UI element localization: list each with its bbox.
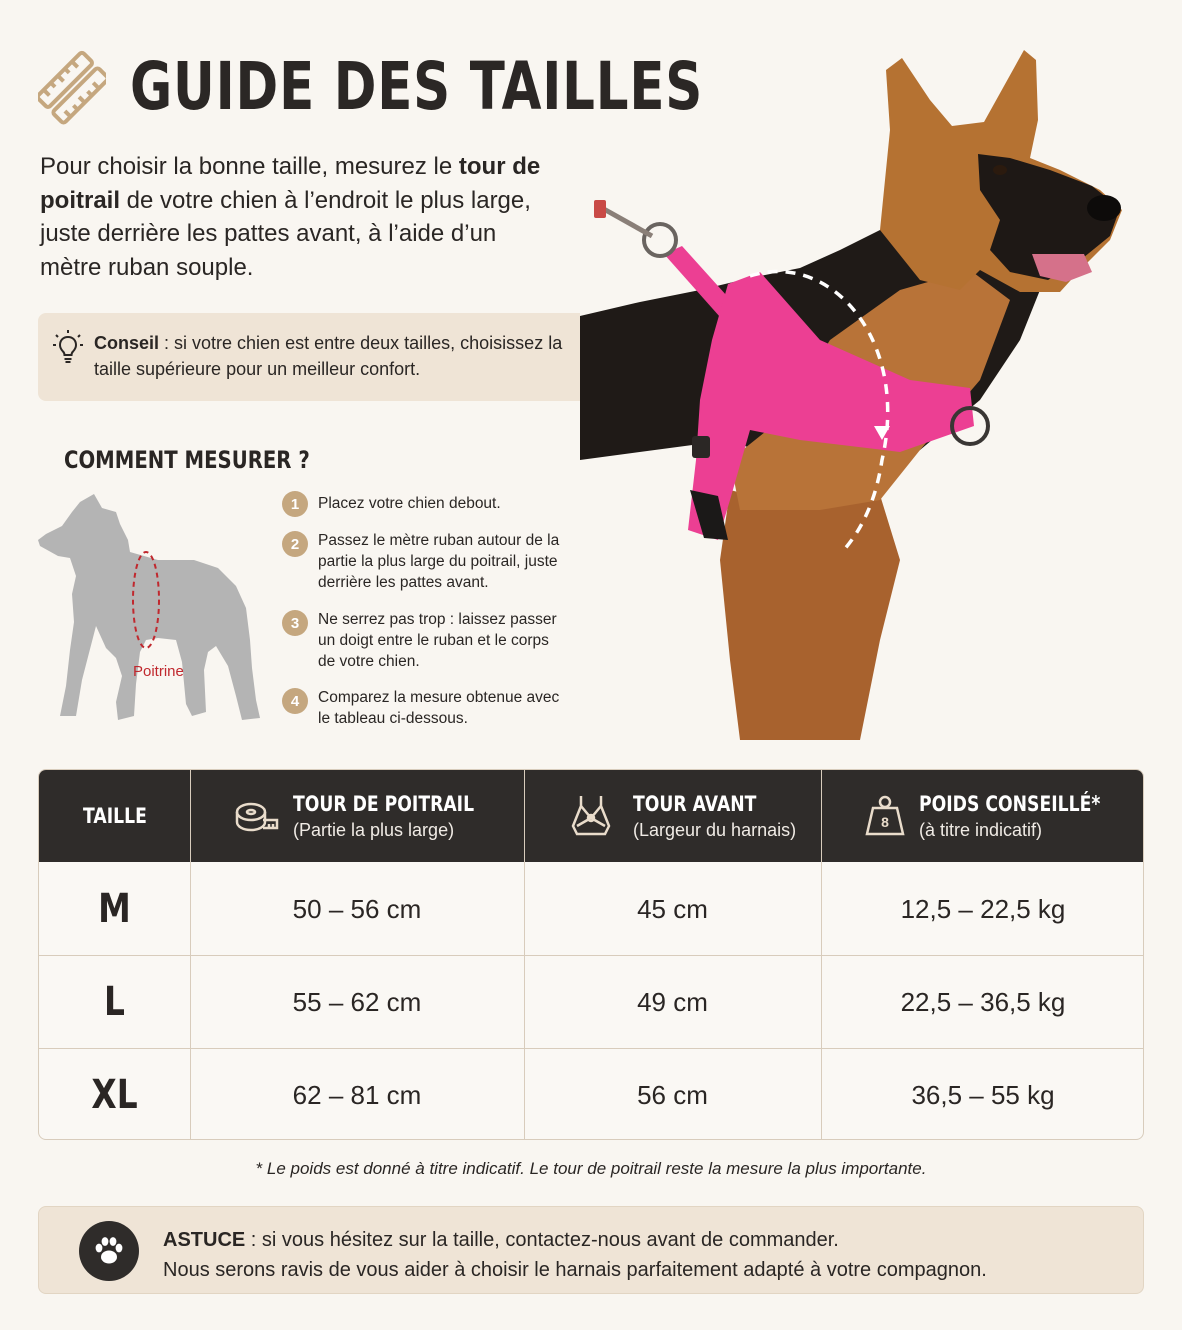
intro-emphasis: tour de poitrail [40, 153, 541, 214]
leash-ring [644, 224, 676, 256]
step-number: 2 [282, 531, 308, 557]
weight-cell: 12,5 – 22,5 kg [900, 893, 1066, 924]
step-number: 4 [282, 688, 308, 714]
step-number: 1 [282, 491, 308, 517]
lightbulb-icon [52, 329, 84, 369]
header-chest-label: TOUR DE POITRAIL [293, 791, 475, 816]
header-weight-label: POIDS CONSEILLÉ* [919, 791, 1101, 816]
intro-text [40, 150, 560, 284]
intro-part1: Pour choisir la bonne taille, mesurez le [40, 153, 459, 180]
diagram-label-poitrine: Poitrine [133, 663, 184, 680]
astuce-line-1 [163, 1225, 987, 1255]
header-weight-text [919, 792, 1140, 841]
how-to-title: COMMENT MESURER ? [64, 446, 310, 474]
page-title: GUIDE DES TAILLES [130, 48, 704, 125]
step-number: 3 [282, 610, 308, 636]
size-cell: XL [91, 1072, 138, 1118]
intro-part2: de votre chien à l’endroit le plus large, juste derrière les pattes avant, à l’aide d’un mètre ruban souple. [40, 186, 531, 281]
chest-cell: 62 – 81 cm [292, 1079, 422, 1110]
step-text: Comparez la mesure obtenue avec le tableau ci-dessous. [318, 689, 560, 727]
header-front-sub: (Largeur du harnais) [633, 819, 797, 840]
harness-logo-patch [692, 436, 710, 458]
dog-eye [993, 165, 1007, 175]
step-text: Passez le mètre ruban autour de la partie la plus large du poitrail, juste derrière les pattes avant. [318, 532, 560, 591]
step-text: Placez votre chien debout. [318, 495, 501, 512]
header-weight-sub: (à titre indicatif) [919, 819, 1043, 840]
footnote: * Le poids est donné à titre indicatif. Le tour de poitrail reste la mesure la plus importante. [255, 1159, 927, 1178]
step-2 [282, 530, 580, 593]
size-table [38, 769, 1144, 1140]
chest-cell: 55 – 62 cm [292, 986, 422, 1017]
header-taille-label: TAILLE [82, 804, 147, 828]
size-cell: M [98, 886, 131, 932]
astuce-line1-text: : si vous hésitez sur la taille, contactez-nous avant de commander. [245, 1229, 839, 1251]
chest-cell: 50 – 56 cm [292, 893, 422, 924]
header-front-text [633, 792, 796, 841]
paw-icon [79, 1221, 139, 1281]
tip-label: Conseil [94, 333, 160, 353]
astuce-text [163, 1225, 987, 1285]
paw-glyph [92, 1234, 126, 1268]
dog-legs [720, 490, 900, 740]
header-weight [861, 770, 1140, 862]
weight-icon [861, 792, 909, 840]
dog-silhouette-diagram [36, 490, 262, 726]
tape-measure-icon [233, 792, 281, 840]
header-front-label: TOUR AVANT [633, 791, 757, 816]
size-cell: L [104, 979, 125, 1025]
header-taille [39, 770, 190, 862]
astuce-label: ASTUCE [163, 1229, 246, 1251]
header-chest-text [293, 792, 514, 841]
step-3 [282, 609, 566, 672]
weight-cell: 22,5 – 36,5 kg [900, 986, 1066, 1017]
weight-cell: 36,5 – 55 kg [911, 1079, 1055, 1110]
tip-box [38, 313, 580, 401]
front-cell: 49 cm [637, 986, 708, 1017]
front-cell: 56 cm [637, 1079, 708, 1110]
dog-silhouette-shape [38, 494, 260, 720]
leash-clip [602, 208, 652, 236]
step-4 [282, 687, 568, 729]
header-chest-sub: (Partie la plus large) [293, 819, 455, 840]
header-chest [233, 770, 514, 862]
step-1 [282, 490, 568, 517]
dog-harness-photo [580, 40, 1140, 740]
harness-icon [567, 792, 615, 840]
leash-clip-tip [594, 200, 606, 218]
front-cell: 45 cm [637, 893, 708, 924]
tip-text: : si votre chien est entre deux tailles, choisissez la taille supérieure pour un meilleur confort. [94, 333, 563, 379]
astuce-line-2: Nous serons ravis de vous aider à choisir le harnais parfaitement adapté à votre compagnon. [163, 1259, 987, 1281]
astuce-box [38, 1206, 1144, 1294]
header-front [567, 770, 796, 862]
step-text: Ne serrez pas trop : laissez passer un doigt entre le ruban et le corps de votre chien. [318, 611, 557, 670]
ruler-icon [38, 49, 106, 125]
svg-text:8: 8 [881, 814, 889, 830]
dog-nose [1087, 195, 1121, 221]
